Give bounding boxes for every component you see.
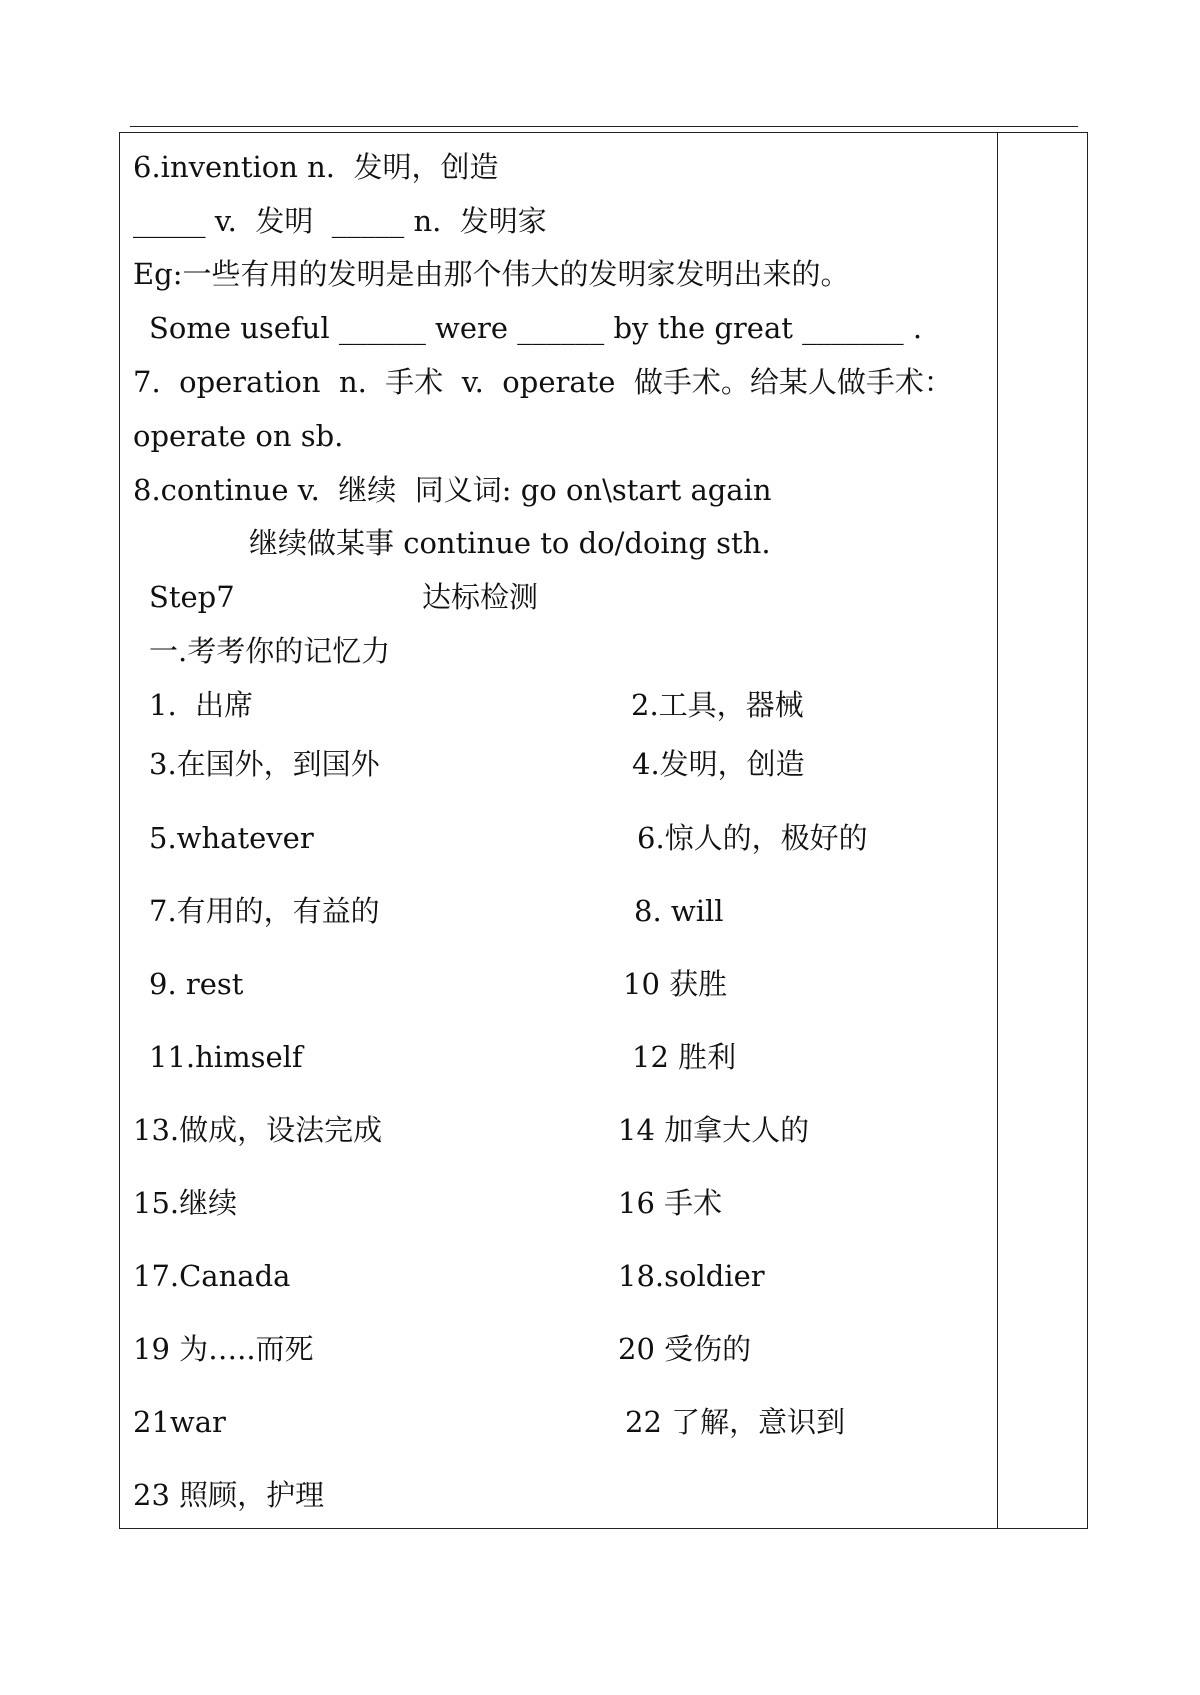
item6-example: Eg:一些有用的发明是由那个伟大的发明家发明出来的。 bbox=[133, 257, 850, 291]
section-title: 一.考考你的记忆力 bbox=[149, 634, 391, 668]
vocab-item: 8. will bbox=[634, 894, 724, 928]
vocab-item: 12 胜利 bbox=[632, 1040, 737, 1074]
vocab-item: 17.Canada bbox=[133, 1259, 291, 1293]
vocab-item: 10 获胜 bbox=[623, 967, 728, 1001]
worksheet-table bbox=[119, 132, 1088, 1529]
vocab-item: 23 照顾，护理 bbox=[133, 1478, 325, 1512]
vocab-item: 5.whatever bbox=[149, 821, 314, 855]
vocab-item: 16 手术 bbox=[618, 1186, 723, 1220]
vocab-item: 3.在国外，到国外 bbox=[149, 747, 380, 781]
vocab-item: 7.有用的，有益的 bbox=[149, 894, 380, 928]
vocab-item: 13.做成，设法完成 bbox=[133, 1113, 383, 1147]
vocab-item: 9. rest bbox=[149, 967, 244, 1001]
header-rule bbox=[130, 126, 1078, 127]
vocab-item: 11.himself bbox=[149, 1040, 303, 1074]
vocab-item: 1. 出席 bbox=[149, 688, 254, 722]
vocab-item: 14 加拿大人的 bbox=[618, 1113, 810, 1147]
item8-phrase: 继续做某事 continue to do/doing sth. bbox=[249, 526, 771, 560]
side-column-divider bbox=[997, 133, 998, 1528]
vocab-item: 4.发明，创造 bbox=[632, 747, 805, 781]
vocab-item: 15.继续 bbox=[133, 1186, 238, 1220]
item6-fill-blank: Some useful ______ were ______ by the great _______ . bbox=[149, 311, 923, 345]
step-label: Step7 bbox=[149, 580, 235, 614]
item7-heading: 7. operation n. 手术 v. operate 做手术。给某人做手术： bbox=[133, 365, 953, 399]
item8-heading: 8.continue v. 继续 同义词: go on\start again bbox=[133, 473, 772, 507]
vocab-item: 2.工具，器械 bbox=[631, 688, 804, 722]
item7-continuation: operate on sb. bbox=[133, 419, 344, 453]
vocab-item: 19 为…..而死 bbox=[133, 1332, 314, 1366]
vocab-item: 22 了解，意识到 bbox=[625, 1405, 846, 1439]
vocab-item: 6.惊人的，极好的 bbox=[637, 821, 868, 855]
vocab-item: 21war bbox=[133, 1405, 226, 1439]
item6-word-forms: _____ v. 发明 _____ n. 发明家 bbox=[133, 204, 547, 238]
step-title: 达标检测 bbox=[422, 580, 539, 614]
vocab-item: 18.soldier bbox=[618, 1259, 765, 1293]
vocab-item: 20 受伤的 bbox=[618, 1332, 752, 1366]
item6-heading: 6.invention n. 发明，创造 bbox=[133, 150, 499, 184]
